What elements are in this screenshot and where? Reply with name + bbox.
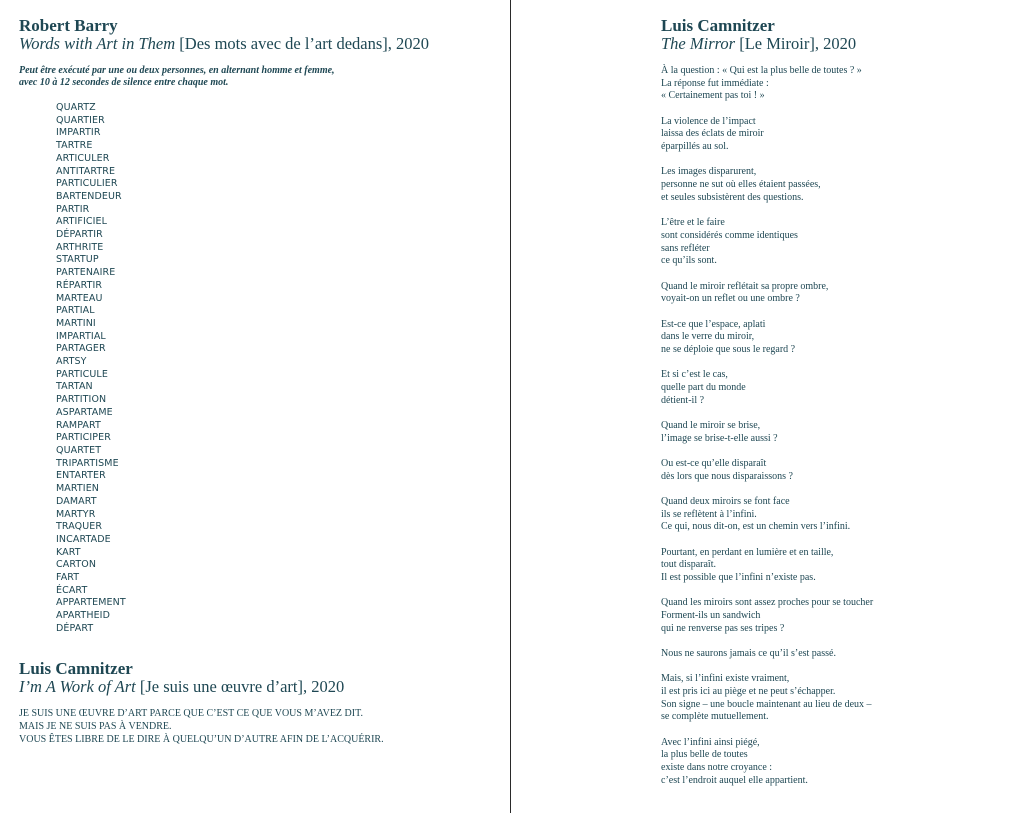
poem-line: Les images disparurent,: [661, 166, 757, 178]
poem-stanza: [661, 281, 873, 306]
poem-line: Et si c’est le cas,: [661, 369, 728, 381]
poem-line: La violence de l’impact: [661, 115, 756, 127]
word-item: ARTICULER: [56, 152, 110, 164]
word-item: TARTRE: [56, 140, 93, 152]
word-item: MARTINI: [56, 317, 96, 329]
poem-line: qui ne renverse pas ses tripes ?: [661, 622, 785, 634]
word-item: IMPARTIR: [56, 127, 101, 139]
work-title-italic: I’m A Work of Art: [19, 677, 136, 696]
author-name: Robert Barry: [19, 16, 118, 35]
poem-line: Est-ce que l’espace, aplati: [661, 318, 766, 330]
poem-line: ce qu’ils sont.: [661, 255, 717, 267]
poem-line: ils se reflètent à l’infini.: [661, 508, 757, 520]
poem-line: personne ne sut où elles étaient passées,: [661, 179, 821, 191]
word-item: STARTUP: [56, 254, 99, 266]
work-title: [19, 678, 344, 696]
word-item: PARTICULIER: [56, 178, 118, 190]
word-item: DAMART: [56, 495, 97, 507]
word-item: INCARTADE: [56, 533, 111, 545]
poem-stanza: [661, 319, 873, 357]
poem-line: sont considérés comme identiques: [661, 229, 798, 241]
right-page: [511, 0, 1020, 813]
poem-line: Forment-ils un sandwich: [661, 610, 761, 622]
poem-line: éparpillés au sol.: [661, 141, 729, 153]
poem-line: Quand deux miroirs se font face: [661, 495, 790, 507]
word-item: RAMPART: [56, 419, 101, 431]
poem-line: Mais, si l’infini existe vraiment,: [661, 673, 790, 685]
work-title: [19, 35, 429, 53]
word-item: PARTIR: [56, 203, 90, 215]
poem-stanza: [661, 166, 873, 204]
poem-line: et seules subsistèrent des questions.: [661, 191, 804, 203]
text-line: JE SUIS UNE ŒUVRE D’ART PARCE QUE C’EST CE QUE VOUS M’AVEZ DIT.: [19, 708, 363, 719]
word-item: APARTHEID: [56, 610, 110, 622]
poem-line: détient-il ?: [661, 394, 705, 406]
word-item: MARTYR: [56, 508, 96, 520]
poem-line: La réponse fut immédiate :: [661, 77, 769, 89]
mirror-heading: [661, 17, 856, 53]
word-item: KART: [56, 546, 81, 558]
camnitzer-work-heading: [19, 660, 344, 696]
word-item: MARTIEN: [56, 483, 100, 495]
poem-stanza: [661, 648, 873, 661]
poem-line: voyait-on un reflet ou une ombre ?: [661, 293, 800, 305]
work-title-rest: [Des mots avec de l’art dedans], 2020: [175, 34, 430, 53]
poem-line: « Certainement pas toi ! »: [661, 90, 765, 102]
poem-stanza: [661, 217, 873, 268]
work-title-rest: [Je suis une œuvre d’art], 2020: [135, 677, 345, 696]
instruction-line: Peut être exécuté par une ou deux personnes, en alternant homme et femme,: [19, 65, 335, 76]
word-item: PARTICULE: [56, 368, 108, 380]
author-name: Luis Camnitzer: [19, 659, 133, 678]
poem-line: existe dans notre croyance :: [661, 762, 773, 774]
word-item: BARTENDEUR: [56, 190, 122, 202]
word-item: PARTIAL: [56, 305, 95, 317]
word-item: ÉCART: [56, 584, 88, 596]
word-item: ANTITARTRE: [56, 165, 116, 177]
word-item: PARTAGER: [56, 343, 106, 355]
poem-line: À la question : « Qui est la plus belle de toutes ? »: [661, 65, 862, 76]
poem-stanza: [661, 597, 873, 635]
word-item: RÉPARTIR: [56, 279, 103, 291]
word-item: DÉPARTIR: [56, 229, 103, 241]
poem-line: Avec l’infini ainsi piégé,: [661, 736, 760, 748]
text-line: MAIS JE NE SUIS PAS À VENDRE.: [19, 721, 172, 732]
barry-heading: [19, 17, 429, 53]
poem-line: L’être et le faire: [661, 217, 725, 229]
word-item: TRAQUER: [56, 521, 103, 533]
poem-line: laissa des éclats de miroir: [661, 128, 764, 140]
word-item: MARTEAU: [56, 292, 103, 304]
word-item: APPARTEMENT: [56, 597, 126, 609]
word-item: CARTON: [56, 559, 97, 571]
word-item: PARTITION: [56, 394, 107, 406]
poem-line: Ou est-ce qu’elle disparaît: [661, 457, 767, 469]
word-item: IMPARTIAL: [56, 330, 106, 342]
poem-stanza: [661, 458, 873, 483]
word-item: ASPARTAME: [56, 406, 113, 418]
poem-line: tout disparaît.: [661, 559, 716, 571]
work-of-art-text: [19, 707, 384, 746]
poem-line: quelle part du monde: [661, 381, 746, 393]
poem-stanza: [661, 369, 873, 407]
word-item: QUARTET: [56, 444, 102, 456]
work-title: [661, 35, 856, 53]
author-name: Luis Camnitzer: [661, 16, 775, 35]
poem-line: sans refléter: [661, 242, 710, 254]
performance-instructions: [19, 65, 335, 89]
word-item: PARTICIPER: [56, 432, 111, 444]
word-item: ARTHRITE: [56, 241, 104, 253]
word-item: FART: [56, 572, 80, 584]
word-item: TRIPARTISME: [56, 457, 119, 469]
work-title-italic: Words with Art in Them: [19, 34, 176, 53]
word-item: ARTSY: [56, 356, 87, 368]
poem-line: se complète mutuellement.: [661, 711, 769, 723]
poem-line: dans le verre du miroir,: [661, 331, 755, 343]
mirror-poem: [661, 65, 873, 800]
word-list: [56, 102, 126, 636]
poem-line: Pourtant, en perdant en lumière et en taille,: [661, 546, 834, 558]
work-title-rest: [Le Miroir], 2020: [735, 34, 857, 53]
poem-line: Son signe – une boucle maintenant au lieu de deux –: [661, 698, 872, 710]
word-item: QUARTIER: [56, 114, 105, 126]
poem-stanza: [661, 673, 873, 724]
word-item: ENTARTER: [56, 470, 106, 482]
poem-line: l’image se brise-t-elle aussi ?: [661, 432, 778, 444]
poem-stanza: [661, 547, 873, 585]
poem-line: il est pris ici au piège et ne peut s’échapper.: [661, 686, 836, 698]
word-item: DÉPART: [56, 622, 94, 634]
poem-line: Quand le miroir reflétait sa propre ombre,: [661, 280, 829, 292]
poem-stanza: [661, 420, 873, 445]
poem-line: c’est l’endroit auquel elle appartient.: [661, 774, 808, 786]
poem-stanza: [661, 737, 873, 788]
word-item: QUARTZ: [56, 102, 96, 113]
poem-line: ne se déploie que sous le regard ?: [661, 343, 796, 355]
instruction-line: avec 10 à 12 secondes de silence entre chaque mot.: [19, 77, 229, 88]
poem-stanza: [661, 116, 873, 154]
poem-stanza: [661, 496, 873, 534]
work-title-italic: The Mirror: [661, 34, 736, 53]
poem-line: dès lors que nous disparaissons ?: [661, 470, 793, 482]
poem-line: Nous ne saurons jamais ce qu’il s’est passé.: [661, 648, 836, 660]
text-line: VOUS ÊTES LIBRE DE LE DIRE À QUELQU’UN D’AUTRE AFIN DE L’ACQUÉRIR.: [19, 734, 384, 745]
poem-line: Il est possible que l’infini n’existe pas.: [661, 572, 816, 584]
poem-line: la plus belle de toutes: [661, 749, 748, 761]
word-item: PARTENAIRE: [56, 267, 116, 279]
poem-stanza: [661, 65, 873, 103]
poem-line: Ce qui, nous dit-on, est un chemin vers l’infini.: [661, 521, 851, 533]
poem-line: Quand les miroirs sont assez proches pour se toucher: [661, 597, 874, 609]
word-item: TARTAN: [56, 381, 93, 393]
word-item: ARTIFICIEL: [56, 216, 108, 228]
poem-line: Quand le miroir se brise,: [661, 419, 761, 431]
